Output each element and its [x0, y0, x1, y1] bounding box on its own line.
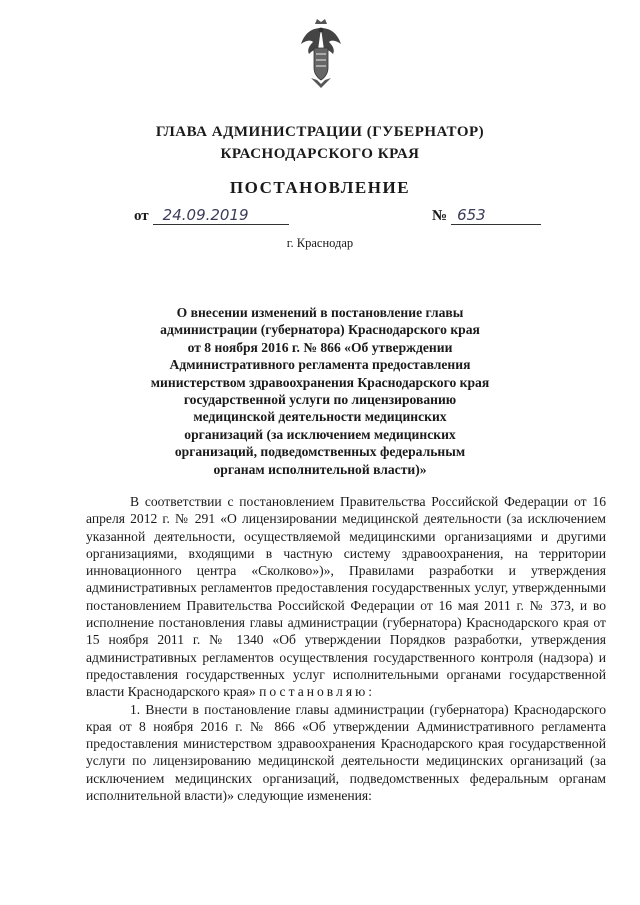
number-field [432, 206, 541, 225]
document-title [130, 304, 510, 478]
body-paragraph-item-1: 1. Внести в постановление главы администрации (губернатора) Краснодарского края от 8 ноября 2016 г. № 866 «Об утверждении Административного регламента предоставления министерством здравоохранения Краснодарского края государственной услуги по лицензированию медицинской деятельности медицинских организаций (за исключением медицинских организаций, подведомственных федеральным органам исполнительной власти)» следующие изменения: [86, 701, 606, 804]
title-line: органам исполнительной власти)» [213, 461, 427, 477]
date-prefix: от [134, 208, 149, 224]
title-line: организаций (за исключением медицинских [184, 426, 456, 442]
title-line: от 8 ноября 2016 г. № 866 «Об утверждении [187, 339, 453, 355]
number-value: 653 [451, 206, 541, 225]
title-line: государственной услуги по лицензированию [183, 392, 457, 408]
document-type-heading: ПОСТАНОВЛЕНИЕ [229, 178, 411, 197]
krasnodar-coat-of-arms-icon [299, 18, 343, 90]
title-line: О внесении изменений в постановление главы [176, 305, 464, 320]
title-line: администрации (губернатора) Краснодарского края [160, 322, 480, 338]
preamble-text: В соответствии с постановлением Правительства Российской Федерации от 16 апреля 2012 г. № 291 «О лицензировании медицинской деятельности (за исключением указанной деятельности, осуществляемой медицинскими организациями и другими организациями, входящими в частную систему здравоохранения, на территории инновационного центра «Сколково»)», Правилами разработки и утверждения административных регламентов предоставления государственных услуг, утвержденными постановлением Правительства Российской Федерации от 16 мая 2011 г. № 373, и во исполнение постановления главы администрации (губернатора) Краснодарского края от 15 ноября 2011 г. № 1340 «Об утверждении Порядков разработки, утверждения административных регламентов осуществления государственного контроля (надзора) и предоставления государственных услуг исполнительными органами государственной власти Краснодарского края» [86, 494, 606, 700]
authority-title-line1: ГЛАВА АДМИНИСТРАЦИИ (ГУБЕРНАТОР) [155, 124, 485, 140]
decree-word: постановляю: [259, 684, 376, 700]
title-line: министерством здравоохранения Краснодарского края [150, 374, 490, 390]
date-field [134, 206, 289, 225]
authority-title-line2: КРАСНОДАРСКОГО КРАЯ [220, 146, 420, 162]
body-paragraph-preamble [86, 493, 606, 701]
document-body [86, 493, 606, 804]
date-value: 24.09.2019 [153, 206, 289, 225]
title-line: Административного регламента предоставления [169, 357, 471, 373]
title-line: организаций, подведомственных федеральным [174, 444, 466, 460]
city-line: г. Краснодар [286, 236, 354, 250]
title-line: медицинской деятельности медицинских [193, 409, 447, 425]
number-prefix: № [432, 208, 448, 224]
